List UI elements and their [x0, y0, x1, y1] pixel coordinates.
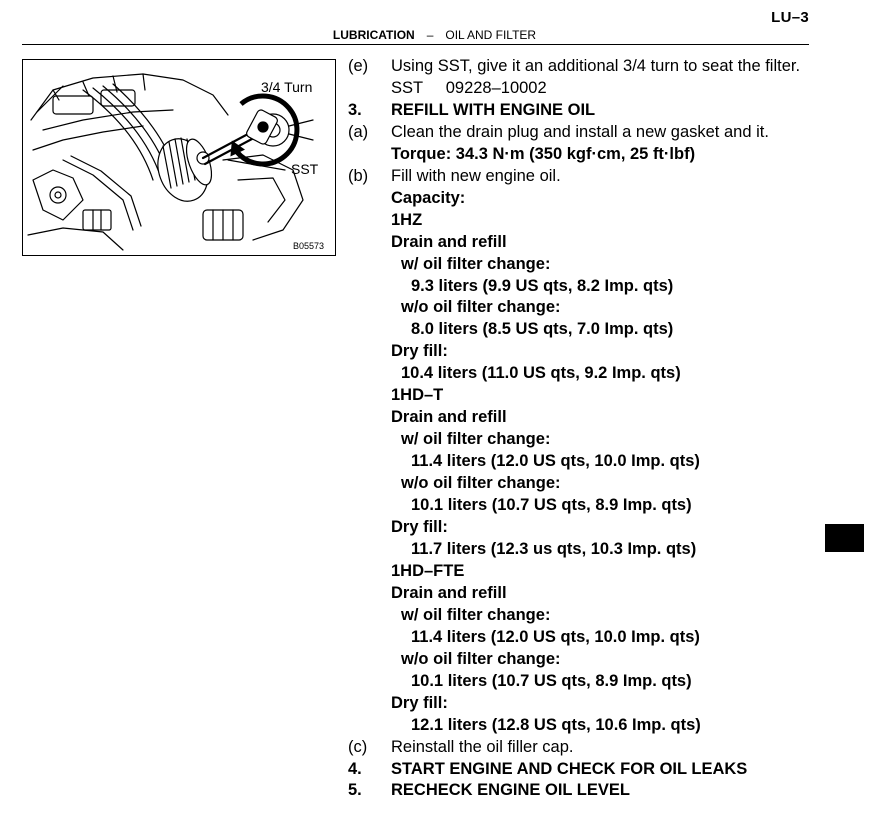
- step-c: (c) Reinstall the oil filler cap.: [348, 737, 574, 756]
- with-filter-label: w/ oil filter change:: [401, 430, 551, 449]
- with-filter-label: w/ oil filter change:: [401, 254, 551, 273]
- page-number: LU–3: [771, 9, 809, 26]
- torque-spec: Torque: 34.3 N·m (350 kgf·cm, 25 ft·lbf): [391, 144, 696, 163]
- capacity-heading: Capacity:: [391, 188, 466, 207]
- capacity-value: 10.1 liters (10.7 US qts, 8.9 Imp. qts): [411, 671, 692, 690]
- dry-fill-label: Dry fill:: [391, 342, 448, 361]
- header-rule: [22, 44, 809, 45]
- engine-model-1hd-t: 1HD–T: [391, 386, 444, 405]
- step-4-heading: 4. START ENGINE AND CHECK FOR OIL LEAKS: [348, 759, 748, 778]
- drain-refill-label: Drain and refill: [391, 583, 507, 602]
- without-filter-label: w/o oil filter change:: [401, 649, 561, 668]
- figure-id: B05573: [293, 241, 325, 251]
- section-thumb-tab: [825, 524, 864, 552]
- oil-filter-illustration: [22, 59, 336, 256]
- capacity-value: 10.4 liters (11.0 US qts, 9.2 Imp. qts): [401, 364, 681, 383]
- running-header: [0, 28, 869, 42]
- engine-model-1hz: 1HZ: [391, 210, 423, 229]
- capacity-value: 10.1 liters (10.7 US qts, 8.9 Imp. qts): [411, 496, 692, 515]
- drain-refill-label: Drain and refill: [391, 408, 507, 427]
- step-5-heading: 5. RECHECK ENGINE OIL LEVEL: [348, 781, 630, 800]
- with-filter-label: w/ oil filter change:: [401, 605, 551, 624]
- capacity-value: 11.4 liters (12.0 US qts, 10.0 Imp. qts): [411, 452, 700, 471]
- without-filter-label: w/o oil filter change:: [401, 474, 561, 493]
- without-filter-label: w/o oil filter change:: [401, 298, 561, 317]
- header-separator: –: [426, 28, 434, 42]
- capacity-value: 9.3 liters (9.9 US qts, 8.2 Imp. qts): [411, 276, 674, 295]
- header-section: LUBRICATION: [332, 28, 415, 42]
- sst-number: SST 09228–10002: [391, 78, 547, 97]
- header-topic: OIL AND FILTER: [445, 28, 537, 42]
- capacity-value: 11.7 liters (12.3 us qts, 10.3 Imp. qts): [411, 539, 697, 558]
- turn-label: 3/4 Turn: [261, 79, 313, 95]
- step-3-heading: 3. REFILL WITH ENGINE OIL: [348, 100, 596, 119]
- procedure-text: [348, 56, 818, 802]
- dry-fill-label: Dry fill:: [391, 518, 448, 537]
- capacity-value: 12.1 liters (12.8 US qts, 10.6 Imp. qts): [411, 715, 701, 734]
- dry-fill-label: Dry fill:: [391, 693, 448, 712]
- sst-label: SST: [291, 161, 319, 177]
- capacity-value: 8.0 liters (8.5 US qts, 7.0 Imp. qts): [411, 320, 674, 339]
- step-b: (b) Fill with new engine oil.: [348, 166, 561, 185]
- step-a: (a) Clean the drain plug and install a new gasket and it.: [348, 122, 769, 141]
- step-e: (e) Using SST, give it an additional 3/4 turn to seat the filter.: [348, 57, 801, 75]
- capacity-value: 11.4 liters (12.0 US qts, 10.0 Imp. qts): [411, 627, 700, 646]
- engine-model-1hd-fte: 1HD–FTE: [391, 561, 465, 580]
- drain-refill-label: Drain and refill: [391, 232, 507, 251]
